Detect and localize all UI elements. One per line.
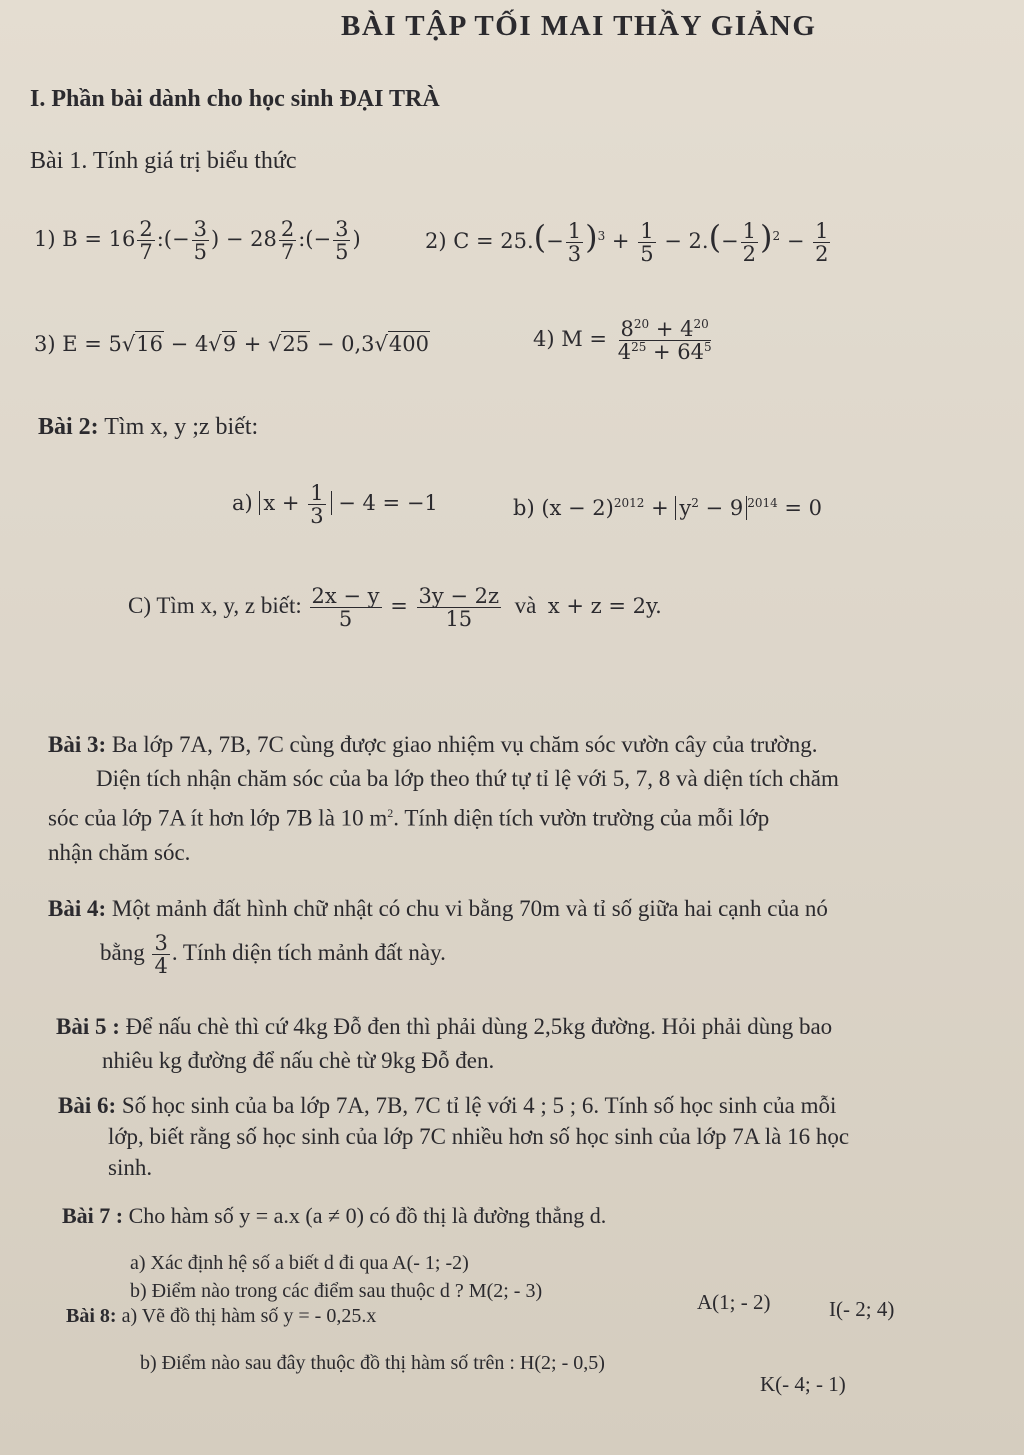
bai4-line: bằng	[100, 939, 145, 965]
expr-label: 4)	[533, 327, 555, 352]
bai6-label: Bài 6:	[58, 1093, 117, 1118]
bai8-point-k: K(- 4; - 1)	[760, 1372, 846, 1396]
page-title: BÀI TẬP TỐI MAI THẦY GIẢNG	[341, 10, 817, 42]
bai7-item-b: b) Điểm nào trong các điểm sau thuộc d ? M(2; - 3)	[130, 1280, 543, 1302]
eq-label: b)	[513, 496, 535, 520]
bai3-paragraph: Bài 3: Ba lớp 7A, 7B, 7C cùng được giao nhiệm vụ chăm sóc vườn cây của trường. Diện tích nhận chăm sóc của ba lớp theo thứ tự tỉ lệ với 5, 7, 8 và diện tích chăm sóc của lớp 7A ít hơn lớp 7B là 10 $m^2$. Tính diện tích vườn trường của mỗi lớp nhận chăm sóc.	[48, 728, 1008, 870]
bai6-line: Số học sinh của ba lớp 7A, 7B, 7C tỉ lệ với 4 ; 5 ; 6. Tính số học sinh của mỗi	[116, 1093, 837, 1118]
bai3-line: nhận chăm sóc.	[48, 839, 191, 865]
expr-label: 1)	[34, 227, 56, 252]
bai3-line: Diện tích nhận chăm sóc của ba lớp theo thứ tự tỉ lệ với 5, 7, 8 và diện tích chăm	[96, 766, 839, 791]
expression-c: 2) C = 25.(− $\frac{1}{3}$ )$^3$ + $\frac{1}{5}$ − 2.(− $\frac{1}{2}$ )$^2$ − $\frac{1}{2}$	[425, 218, 829, 266]
bai8-item-a	[66, 1305, 376, 1328]
bai7-text: Cho hàm số y = a.x (a ≠ 0) có đồ thị là đường thẳng d.	[123, 1203, 607, 1228]
eq-c-cond: x + z = 2y.	[547, 594, 662, 619]
bai2-heading	[38, 414, 258, 441]
bai7-label: Bài 7 :	[62, 1203, 124, 1228]
equation-a: a) x + $\frac{1}{3}$ − 4 = −1	[232, 481, 438, 529]
bai6-paragraph	[58, 1090, 1008, 1183]
bai6-line: sinh.	[108, 1155, 153, 1180]
section-heading: I. Phần bài dành cho học sinh ĐẠI TRÀ	[30, 86, 440, 112]
bai8-text: a) Vẽ đồ thị hàm số y = - 0,25.x	[116, 1305, 377, 1327]
bai8-label: Bài 8:	[66, 1305, 117, 1327]
eq-label: a)	[232, 491, 253, 516]
expr-label: 3)	[34, 332, 56, 356]
bai3-line: . Tính diện tích vườn trường của mỗi lớp	[393, 805, 770, 831]
expression-m: 4) M = $\frac{8^{20} + 4^{20}}{4^{25} + 64^5}$	[533, 317, 712, 365]
bai5-line: Để nấu chè thì cứ 4kg Đỗ đen thì phải dùng 2,5kg đường. Hỏi phải dùng bao	[119, 1014, 833, 1039]
bai4-label: Bài 4:	[48, 896, 107, 921]
bai7-point-i: I(- 2; 4)	[829, 1297, 895, 1321]
bai4-line: . Tính diện tích mảnh đất này.	[171, 939, 446, 965]
eq-c-text: Tìm x, y, z biết:	[156, 593, 302, 619]
eq-label: C)	[128, 593, 151, 619]
bai7-point-a: A(1; - 2)	[697, 1290, 771, 1314]
bai8-item-b: b) Điểm nào sau đây thuộc đồ thị hàm số trên : H(2; - 0,5)	[140, 1352, 605, 1374]
bai6-line: lớp, biết rằng số học sinh của lớp 7C nhiều hơn số học sinh của lớp 7A là 16 học	[108, 1124, 850, 1149]
expression-b: 1) B = 16 $\frac{2}{7}$ :(− $\frac{3}{5}$ ) − 28 $\frac{2}{7}$ :(− $\frac{3}{5}$ )	[34, 217, 361, 265]
bai7-item-a: a) Xác định hệ số a biết d đi qua A(- 1; -2)	[130, 1252, 469, 1274]
bai7-heading	[62, 1203, 606, 1229]
bai2-text: Tìm x, y ;z biết:	[98, 414, 259, 440]
bai5-line: nhiêu kg đường để nấu chè từ 9kg Đỗ đen.	[102, 1048, 495, 1073]
expression-e: 3) E = 5√16 − 4√9 + √25 − 0,3√400	[34, 332, 429, 356]
bai5-label: Bài 5 :	[56, 1014, 120, 1039]
eq-c-and: và	[514, 593, 537, 619]
bai3-label: Bài 3:	[48, 732, 107, 757]
bai3-line: sóc của lớp 7A ít hơn lớp 7B là 10 m	[48, 805, 388, 831]
bai4-paragraph: Bài 4: Một mảnh đất hình chữ nhật có chu vi bằng 70m và tỉ số giữa hai cạnh của nó bằng $\frac{3}{4}$ . Tính diện tích mảnh đất này.	[48, 896, 828, 979]
bai5-paragraph	[56, 1010, 1006, 1078]
bai4-line: Một mảnh đất hình chữ nhật có chu vi bằng 70m và tỉ số giữa hai cạnh của nó	[106, 896, 828, 921]
equation-c: C) Tìm x, y, z biết: $\frac{2x - y}{5}$ = $\frac{3y - 2z}{15}$ và x + z = 2y.	[128, 584, 662, 632]
bai3-line: Ba lớp 7A, 7B, 7C cùng được giao nhiệm vụ chăm sóc vườn cây của trường.	[106, 732, 818, 757]
expr-label: 2)	[425, 229, 447, 253]
bai2-label: Bài 2:	[38, 414, 99, 440]
bai1-heading: Bài 1. Tính giá trị biểu thức	[30, 148, 297, 174]
equation-b: b) $(x - 2)^{2012} + y^2 - 9$ $^{2014}$ = 0	[513, 496, 823, 520]
